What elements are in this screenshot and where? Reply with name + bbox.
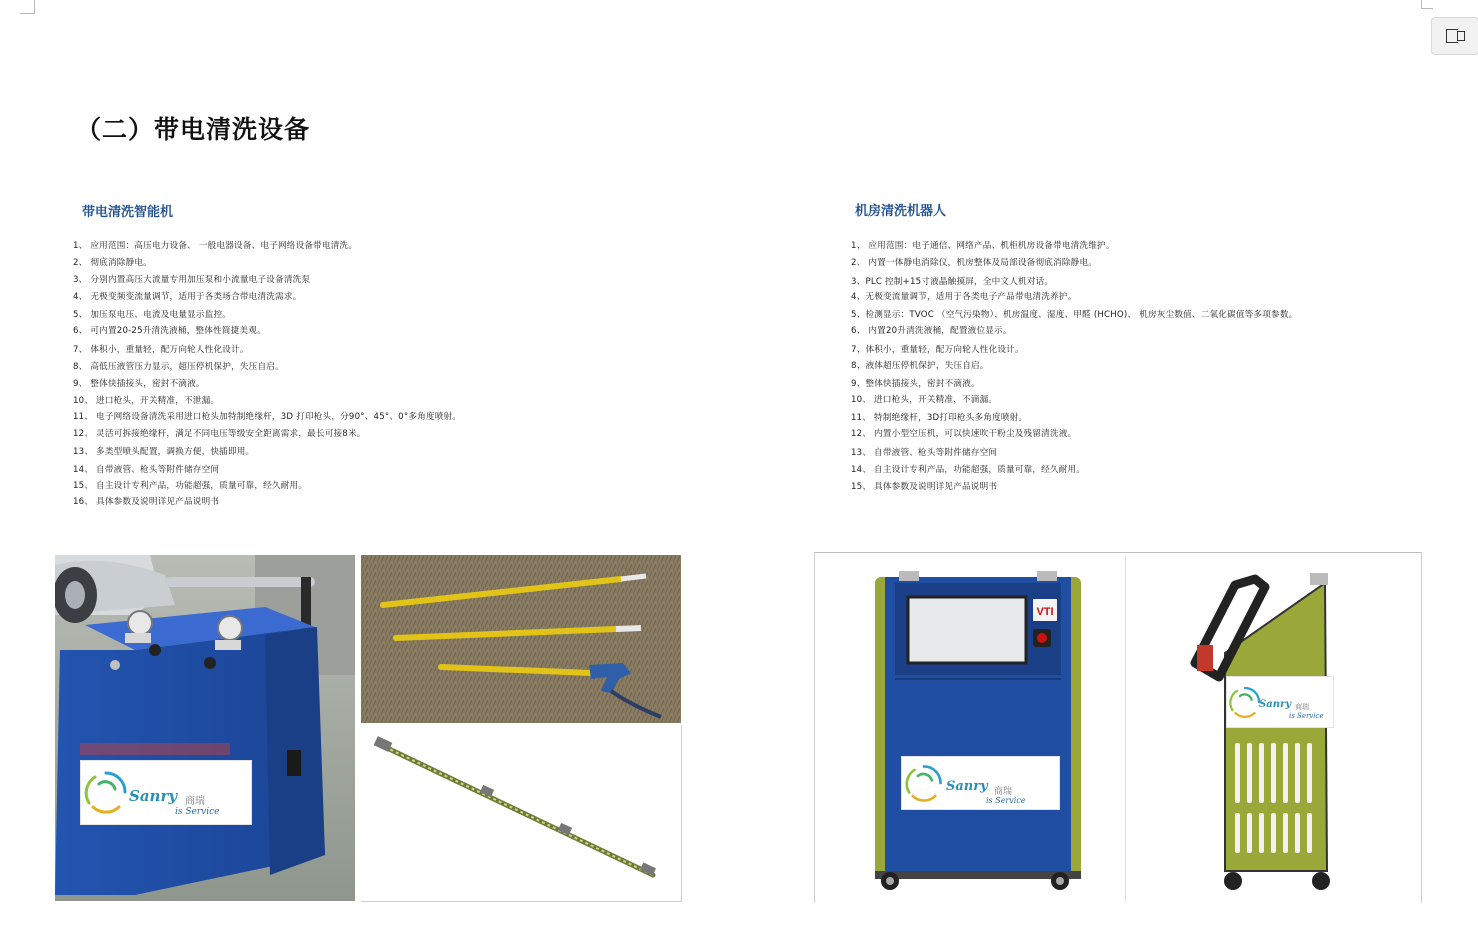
list-item: 13、 自带液管、枪头等附件储存空间: [851, 448, 998, 458]
list-item: 8、液体超压停机保护，失压自启。: [851, 361, 989, 371]
list-item: 12、 内置小型空压机，可以快速吹干粉尘及残留清洗液。: [851, 429, 1077, 439]
list-item: 7、体积小，重量轻，配万向轮人性化设计。: [851, 345, 1024, 355]
smart-machine-photo: [55, 555, 355, 901]
list-item: 14、 自带液管、枪头等附件储存空间: [73, 465, 220, 475]
crop-mark: [1421, 8, 1433, 10]
list-item: 12、 灵活可拆接绝缘杆，满足不同电压等级安全距离需求，最长可接8米。: [73, 429, 366, 439]
insulated-rods-illustration: [361, 555, 681, 723]
list-item: 11、 特制绝缘杆，3D打印枪头多角度喷射。: [851, 413, 1028, 423]
sanry-sun-logo-icon: [83, 769, 129, 815]
logo-brand: Sanry: [946, 779, 988, 794]
logo-brand-cn: 商瑞: [185, 796, 205, 807]
list-item: 16、 具体参数及说明详见产品说明书: [73, 497, 220, 507]
list-item: 9、整体快插接头，密封不滴液。: [851, 379, 980, 389]
list-item: 10、 进口枪头，开关精准，不泄漏。: [73, 396, 220, 406]
insulating-pole-drawing: [361, 725, 682, 902]
list-item: 1、 应用范围：电子通信、网络产品、机柜机房设备带电清洗维护。: [851, 241, 1115, 251]
logo-brand: Sanry: [1259, 699, 1292, 710]
sanry-logo: [901, 756, 1060, 810]
list-item: 2、 彻底消除静电。: [73, 258, 152, 268]
cleaning-robot-feature-list: [851, 241, 1451, 496]
list-item: 11、 电子网络设备清洗采用进口枪头加特制绝缘杆，3D 打印枪头，分90°、45°、0°多角度喷射。: [73, 412, 462, 422]
list-item: 2、 内置一体静电消除仪，机房整体及局部设备彻底消除静电。: [851, 258, 1098, 268]
list-item: 6、 内置20升清洗液桶，配置液位显示。: [851, 326, 1012, 336]
sanry-sun-logo-icon: [1228, 685, 1262, 719]
insulated-rods-photo: [361, 555, 681, 723]
list-item: 9、 整体快插接头，密封不滴液。: [73, 379, 205, 389]
logo-tagline: is Service: [986, 796, 1026, 805]
list-item: 4、 无极变频变流量调节，适用于各类场合带电清洗需求。: [73, 292, 302, 302]
logo-tagline: is Service: [1289, 712, 1324, 720]
list-item: 15、 自主设计专利产品，功能超强，质量可靠，经久耐用。: [73, 481, 308, 491]
page-title: （二）带电清洗设备: [76, 115, 311, 144]
logo-brand: Sanry: [129, 787, 178, 805]
list-item: 14、 自主设计专利产品，功能超强，质量可靠，经久耐用。: [851, 465, 1086, 475]
crop-mark: [1421, 0, 1423, 8]
logo-tagline: is Service: [175, 807, 220, 817]
list-item: 8、 高低压液管压力显示，超压停机保护，失压自启。: [73, 362, 284, 372]
logo-brand-cn: 商瑞: [1295, 703, 1309, 711]
cleaning-robot-illustration: [815, 553, 1421, 903]
copy-icon[interactable]: [1431, 17, 1478, 55]
list-item: 15、 具体参数及说明详见产品说明书: [851, 482, 998, 492]
list-item: 1、 应用范围：高压电力设备、 一般电器设备、电子网络设备带电清洗。: [73, 241, 358, 251]
divider: [1125, 556, 1126, 902]
list-item: 7、 体积小，重量轻，配万向轮人性化设计。: [73, 345, 249, 355]
section-title-cleaning-robot: 机房清洗机器人: [855, 204, 947, 219]
list-item: 3、 分别内置高压大流量专用加压泵和小流量电子设备清洗泵: [73, 275, 311, 285]
list-item: 13、 多类型喷头配置，调换方便，快插即用。: [73, 447, 255, 457]
section-title-smart-machine: 带电清洗智能机: [82, 205, 174, 220]
sanry-logo: [1226, 676, 1334, 728]
list-item: 4、无极变流量调节，适用于各类电子产品带电清洗养护。: [851, 292, 1077, 302]
crop-mark: [20, 13, 34, 15]
robot-badge: VTI: [1036, 606, 1054, 618]
sanry-sun-logo-icon: [904, 763, 944, 803]
sanry-logo: [80, 760, 252, 825]
insulating-pole-illustration: [361, 725, 681, 901]
list-item: 5、 加压泵电压、电流及电量显示监控。: [73, 310, 232, 320]
list-item: 5、检测显示：TVOC （空气污染物）、机房温度、湿度、甲醛 (HCHO)、 机房灰尘数值、二氧化碳值等多项参数。: [851, 310, 1298, 320]
logo-brand-cn: 商瑞: [994, 787, 1013, 797]
list-item: 6、 可内置20-25升清洗液桶，整体性简捷美观。: [73, 326, 266, 336]
smart-machine-illustration: [55, 555, 355, 901]
smart-machine-feature-list: [73, 241, 773, 511]
crop-mark: [34, 0, 36, 14]
list-item: 10、 进口枪头，开关精准，不滴漏。: [851, 395, 998, 405]
list-item: 3、PLC 控制+15寸液晶触摸屏，全中文人机对话。: [851, 277, 1054, 287]
